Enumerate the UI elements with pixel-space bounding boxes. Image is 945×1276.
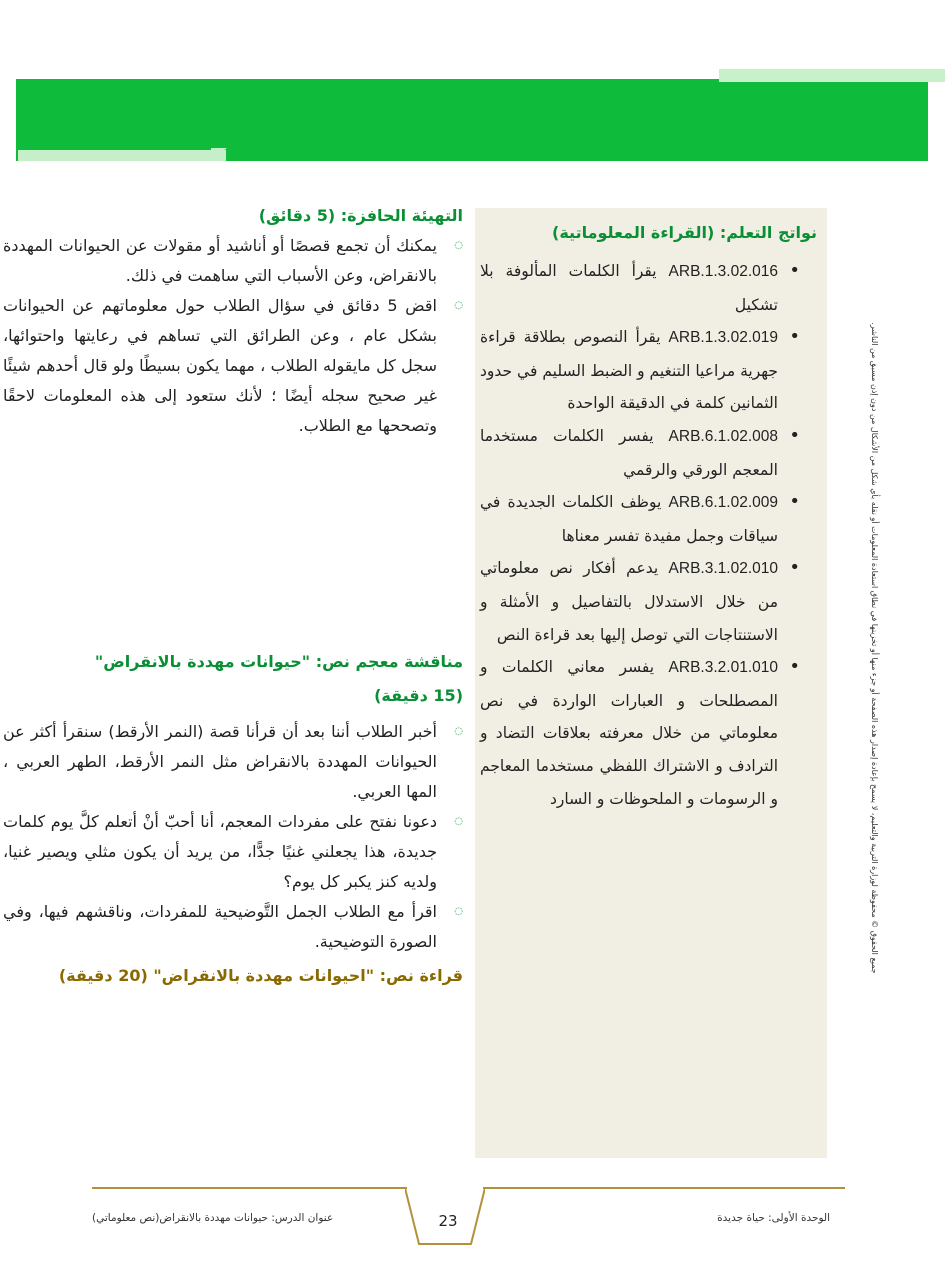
copyright-notice xyxy=(835,288,883,1008)
list-item: ◌ اقرأ مع الطلاب الجمل التَّوضيحية للمفردات، وناقشهم فيها، وفي الصورة التوضيحية. xyxy=(3,897,463,957)
motivation-section xyxy=(3,206,463,441)
outcome-text: يوظف الكلمات الجديدة في سياقات وجمل مفيدة تفسر معناها xyxy=(480,493,778,545)
footer-rule-left xyxy=(92,1187,407,1189)
outcome-text: يفسر معاني الكلمات و المصطلحات و العبارات الواردة في نص معلوماتي من خلال معرفته بعلاقات التضاد و الترادف و الاشتراك اللفظي مستخدما المعاجم و الرسومات و الملحوظات و السارد xyxy=(480,658,778,808)
outcome-text: يقرأ الكلمات المألوفة بلا تشكيل xyxy=(480,262,778,314)
list-item: ◌ دعونا نفتح على مفردات المعجم، أنا أحبّ أنْ أتعلم كلَّ يوم كلمات جديدة، هذا يجعلني غنيًا جدًّا، من يريد أن يكون مثلي ويصير غنيا، ولديه كنز يكبر كل يوم؟ xyxy=(3,807,463,897)
page-number: 23 xyxy=(438,1212,458,1230)
outcome-text: يدعم أفكار نص معلوماتي من خلال الاستدلال بالتفاصيل و الأمثلة و الاستنتاجات التي توصل إليها بعد قراءة النص xyxy=(480,559,778,644)
section-heading: التهيئة الحافزة: (5 دقائق) xyxy=(258,206,463,225)
section-heading: مناقشة معجم نص: "حيوانات مهددة بالانقراض" (15 دقيقة) xyxy=(94,652,463,705)
header-accent-wedge xyxy=(211,148,227,161)
vocabulary-bullets xyxy=(3,717,463,957)
list-item xyxy=(480,651,800,815)
outcome-code: ARB.6.1.02.008 xyxy=(668,427,778,445)
list-item: ◌ اقض 5 دقائق في سؤال الطلاب حول معلوماتهم عن الحيوانات بشكل عام ، وعن الطرائق التي تساهم في رعايتها واحتوائها، سجل كل مايقوله الطلاب ، مهما يكون بسيطًا ولو قال أحدهم شيئًا غير صحيح سجله أيضًا ؛ لأنك ستعود إلى هذه المعلومات لاحقًا وتصححها مع الطلاب. xyxy=(3,291,463,441)
vocabulary-section xyxy=(3,645,463,993)
list-item xyxy=(480,552,800,651)
list-item xyxy=(480,486,800,552)
learning-outcomes-list xyxy=(480,255,800,815)
outcome-code: ARB.1.3.02.016 xyxy=(668,263,778,280)
learning-outcomes-title: نواتج التعلم: (القراءة المعلوماتية) xyxy=(552,223,817,242)
motivation-bullets xyxy=(3,231,463,441)
footer-lesson-title: عنوان الدرس: حيوانات مهددة بالانقراض(نص معلوماتي) xyxy=(92,1212,334,1224)
header-accent-stripe-lower xyxy=(18,150,226,161)
outcome-code: ARB.6.1.02.009 xyxy=(668,494,778,512)
outcome-code: ARB.3.1.02.010 xyxy=(668,560,778,578)
copyright-text: جميع الحقوق © محفوظة لوزارة التربية والتعليم، لا يسمح بإعادة إصدار هذه الصفحة أو جزء منها أو تخزينها في نطاق استعادة المعلومات أو نقله بأي شكل من الأشكال من دون إذن مسبق من الناشر. xyxy=(870,322,879,974)
footer-unit-title: الوحدة الأولى: حياة جديدة xyxy=(717,1212,830,1224)
list-item: ◌ أخبر الطلاب أننا بعد أن قرأنا قصة (النمر الأرقط) سنقرأ أكثر عن الحيوانات المهددة بالانقراض مثل النمر الأرقط، الطهر العربي ، المها العربي. xyxy=(3,717,463,807)
header-accent-stripe xyxy=(719,69,945,82)
footer-rule-right xyxy=(483,1187,845,1189)
outcome-code: ARB.1.3.02.019 xyxy=(668,329,778,347)
list-item xyxy=(480,255,800,321)
reading-heading: قراءة نص: "احيوانات مهددة بالانقراض" (20 دقيقة) xyxy=(58,966,463,985)
list-item: ◌ يمكنك أن تجمع قصصًا أو أناشيد أو مقولات عن الحيوانات المهددة بالانقراض، وعن الأسباب التي ساهمت في ذلك. xyxy=(3,231,463,291)
header-banner xyxy=(16,79,928,161)
list-item xyxy=(480,420,800,486)
outcome-text: يفسر الكلمات مستخدما المعجم الورقي والرقمي xyxy=(480,426,778,479)
outcome-text: يقرأ النصوص بطلاقة قراءة جهرية مراعيا التنغيم و الضبط السليم في حدود الثمانين كلمة في الدقيقة الواحدة xyxy=(480,328,778,413)
list-item xyxy=(480,321,800,420)
outcome-code: ARB.3.2.01.010 xyxy=(668,659,778,677)
